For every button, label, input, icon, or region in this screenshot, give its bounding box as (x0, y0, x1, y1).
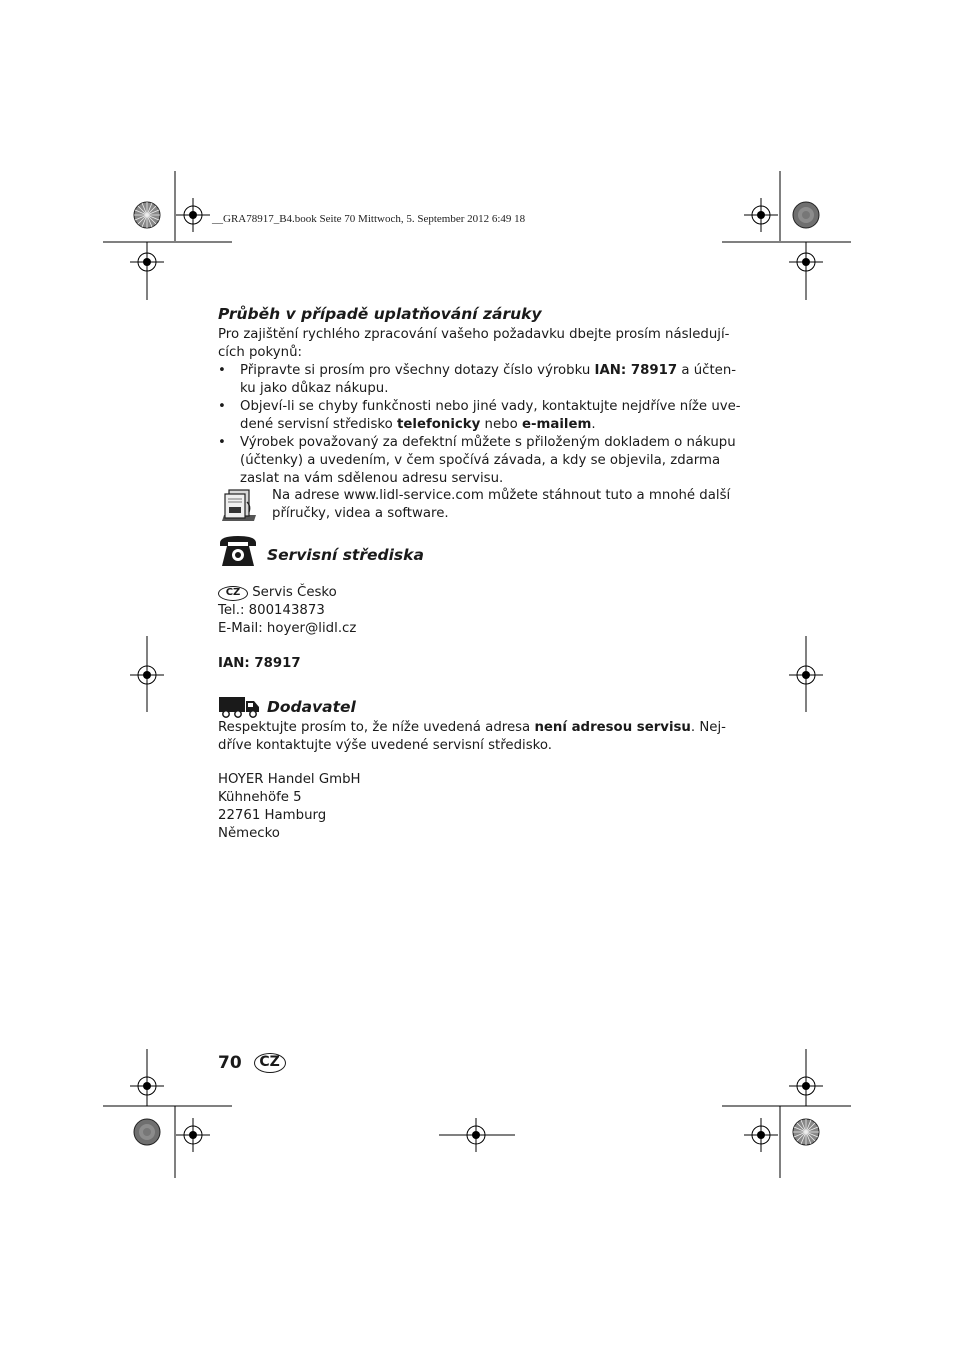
service-heading: Servisní střediska (267, 546, 424, 564)
delivery-truck-icon (218, 695, 260, 719)
warranty-bullet-2-cont: dené servisní středisko telefonicky nebo e-mailem. (240, 417, 596, 432)
supplier-address-line: Německo (218, 826, 280, 841)
warranty-bullet-1: Připravte si prosím pro všechny dotazy číslo výrobku IAN: 78917 a účten- (240, 363, 737, 378)
service-email: E-Mail: hoyer@lidl.cz (218, 621, 357, 636)
page-number: 70 (218, 1053, 242, 1073)
service-phone: Tel.: 800143873 (218, 603, 325, 618)
warranty-bullet-2: Objeví-li se chyby funkčnosti nebo jiné vady, kontaktujte nejdříve níže uve- (240, 399, 741, 414)
warranty-bullet-3-cont: (účtenky) a uvedením, v čem spočívá závada, a kdy se objevila, zdarma (240, 453, 721, 468)
supplier-address-line: HOYER Handel GmbH (218, 772, 361, 787)
warranty-intro-line: cích pokynů: (218, 345, 302, 360)
country-cz-badge: CZ (254, 1053, 286, 1073)
service-name: Servis Česko (252, 585, 337, 600)
supplier-note-cont: dříve kontaktujte výše uvedené servisní středisko. (218, 738, 553, 753)
supplier-address-line: 22761 Hamburg (218, 808, 327, 823)
service-name-row (218, 584, 337, 602)
page-number-row (218, 1053, 286, 1073)
download-note-line: Na adrese www.lidl-service.com můžete stáhnout tuto a mnohé další (272, 488, 731, 503)
supplier-heading: Dodavatel (267, 698, 356, 716)
ian-number: IAN: 78917 (594, 363, 678, 378)
warranty-intro-line: Pro zajištění rychlého zpracování vašeho požadavku dbejte prosím následují- (218, 327, 730, 342)
country-cz-badge: CZ (218, 586, 248, 601)
print-file-info: __GRA78917_B4.book Seite 70 Mittwoch, 5. September 2012 6:49 18 (212, 213, 526, 225)
warranty-bullet-3: Výrobek považovaný za defektní můžete s přiloženým dokladem o nákupu (240, 435, 736, 450)
warranty-bullet-1-cont: ku jako důkaz nákupu. (240, 381, 389, 396)
download-note-line: příručky, videa a software. (272, 506, 449, 521)
supplier-note: Respektujte prosím to, že níže uvedená adresa není adresou servisu. Nej- (218, 720, 726, 735)
service-ian: IAN: 78917 (218, 656, 301, 671)
bullet-marker: • (218, 363, 226, 378)
bullet-marker: • (218, 435, 226, 450)
download-document-icon (219, 488, 259, 524)
supplier-address-line: Kühnehöfe 5 (218, 790, 302, 805)
telephone-icon (217, 533, 259, 569)
bullet-marker: • (218, 399, 226, 414)
warranty-heading: Průběh v případě uplatňování záruky (218, 305, 542, 323)
warranty-bullet-3-cont: zaslat na vám sdělenou adresu servisu. (240, 471, 504, 486)
